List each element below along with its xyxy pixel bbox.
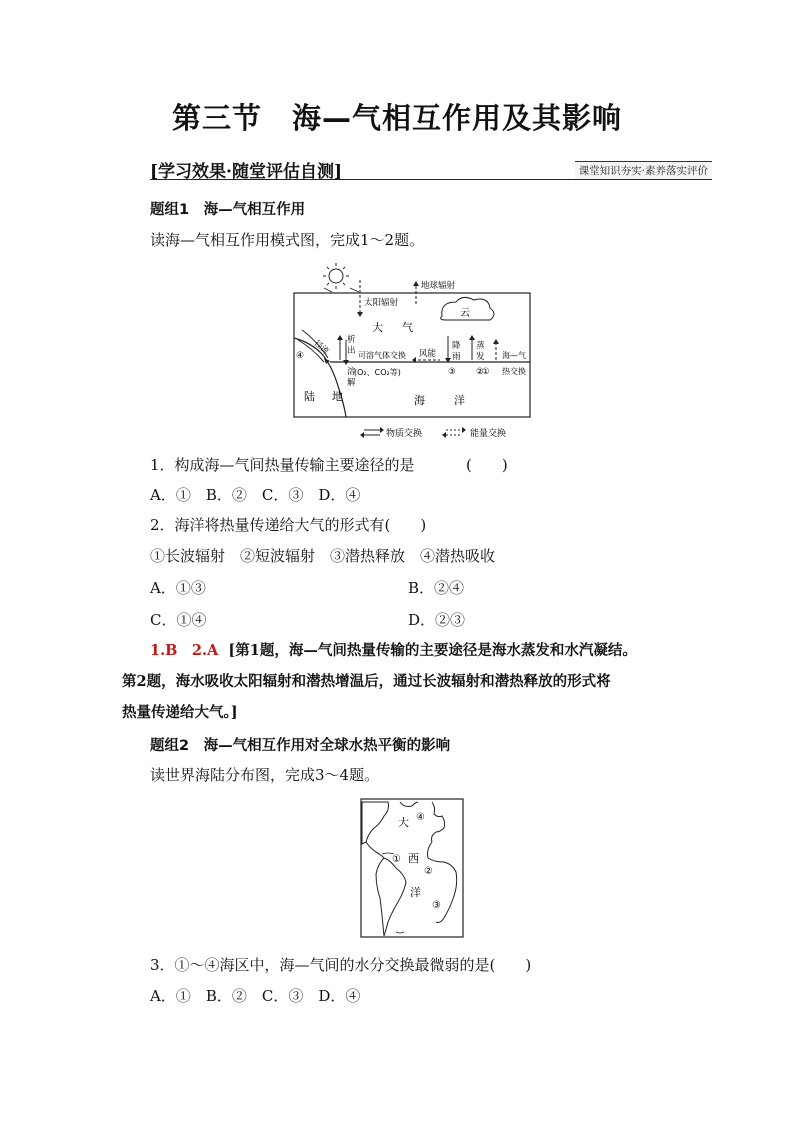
q2-option-d: D．②③ [408,611,466,629]
q2-option-b: B．②④ [408,579,465,597]
evap-label-1: 蒸 [476,341,485,351]
marker-1: ① [482,367,490,377]
legend-energy-label: 能量交换 [470,429,507,439]
marker-2: ② [476,367,484,377]
q3-stem: 3．①～④海区中，海—气间的水分交换最微弱的是( ) [150,956,532,974]
group1-intro: 读海—气相互作用模式图，完成1～2题。 [150,231,425,249]
outgas-label-2: 出 [347,346,356,356]
q2-option-a: A．①③ [150,579,206,597]
solar-radiation-label: 太阳辐射 [364,298,399,308]
diagram-legend [360,427,506,439]
diagram-frame [294,293,530,417]
q1-paren: ( ) [466,456,508,474]
cloud-label: 云 [460,308,470,319]
page-title [0,96,794,137]
q1-options: A．① B．② C．③ D．④ [150,486,361,504]
map-marker-1: ① [392,854,401,865]
ocean-label-2: 洋 [454,394,465,407]
group1-heading: 题组1 海—气相互作用 [150,202,306,218]
precip-label-1: 降 [452,341,461,351]
map-frame [361,799,463,937]
sun-icon [323,263,359,292]
ocean-label-1: 海 [414,394,425,407]
heat-label-2: 热交换 [502,367,526,376]
section-tag: 课堂知识夯实·素养落实评价 [575,161,712,180]
group2-heading: 题组2 海—气相互作用对全球水热平衡的影响 [150,738,451,754]
wind-energy-label: 风能 [419,349,437,359]
answer-block [122,635,682,728]
dissolve-label-2: 解 [347,378,356,388]
sea-air-interaction-diagram [280,258,550,444]
evap-label-2: 发 [476,352,485,362]
title-text: 海—气相互作用及其影响 [292,101,623,135]
map-marker-4: ④ [416,812,425,823]
runoff-label: 径流 [312,338,331,356]
precip-label-2: 雨 [452,352,461,362]
atlantic-map [360,798,464,940]
earth-radiation-label: 地球辐射 [421,281,456,291]
section-divider [150,179,712,180]
map-label-da: 大 [398,816,409,829]
answer-line-1: [第1题，海—气间热量传输的主要途径是海水蒸发和水汽凝结。 [228,642,637,659]
group2-intro: 读世界海陆分布图，完成3～4题。 [150,766,380,784]
gas-exchange-label: 可溶气体交换 [358,351,406,360]
map-label-xi: 西 [408,852,419,865]
map-label-yang: 洋 [410,886,421,899]
answer-line-3: 热量传递给大气。] [122,704,238,721]
q2-items: ①长波辐射 ②短波辐射 ③潜热释放 ④潜热吸收 [150,547,496,565]
q2-option-c: C．①④ [150,611,207,629]
q2-stem: 2．海洋将热量传递给大气的形式有( ) [150,516,427,534]
section-band [150,155,712,181]
land-label-2: 地 [332,390,343,403]
marker-4: ④ [296,351,305,361]
dissolve-label-1: 溶 [347,367,356,377]
map-marker-3: ③ [432,900,441,911]
land-label-1: 陆 [304,390,315,403]
gases-label: (O₂、CO₂等) [354,368,401,377]
section-heading: [学习效果·随堂评估自测] [150,162,343,182]
answer-line-2: 第2题，海水吸收太阳辐射和潜热增温后，通过长波辐射和潜热释放的形式将 [122,673,611,690]
outgas-label-1: 析 [347,335,356,345]
marker-3: ③ [448,367,456,377]
q1-stem: 1．构成海—气间热量传输主要途径的是 [150,456,415,474]
q3-options: A．① B．② C．③ D．④ [150,987,361,1005]
atmosphere-label-1: 大 [372,321,383,334]
legend-mass-label: 物质交换 [386,429,423,439]
title-section-number: 第三节 [171,101,262,135]
heat-label-1: 海—气 [502,351,526,360]
map-marker-2: ② [424,866,433,877]
atmosphere-label-2: 气 [402,321,413,334]
answer-keys: 1.B 2.A [150,642,219,659]
